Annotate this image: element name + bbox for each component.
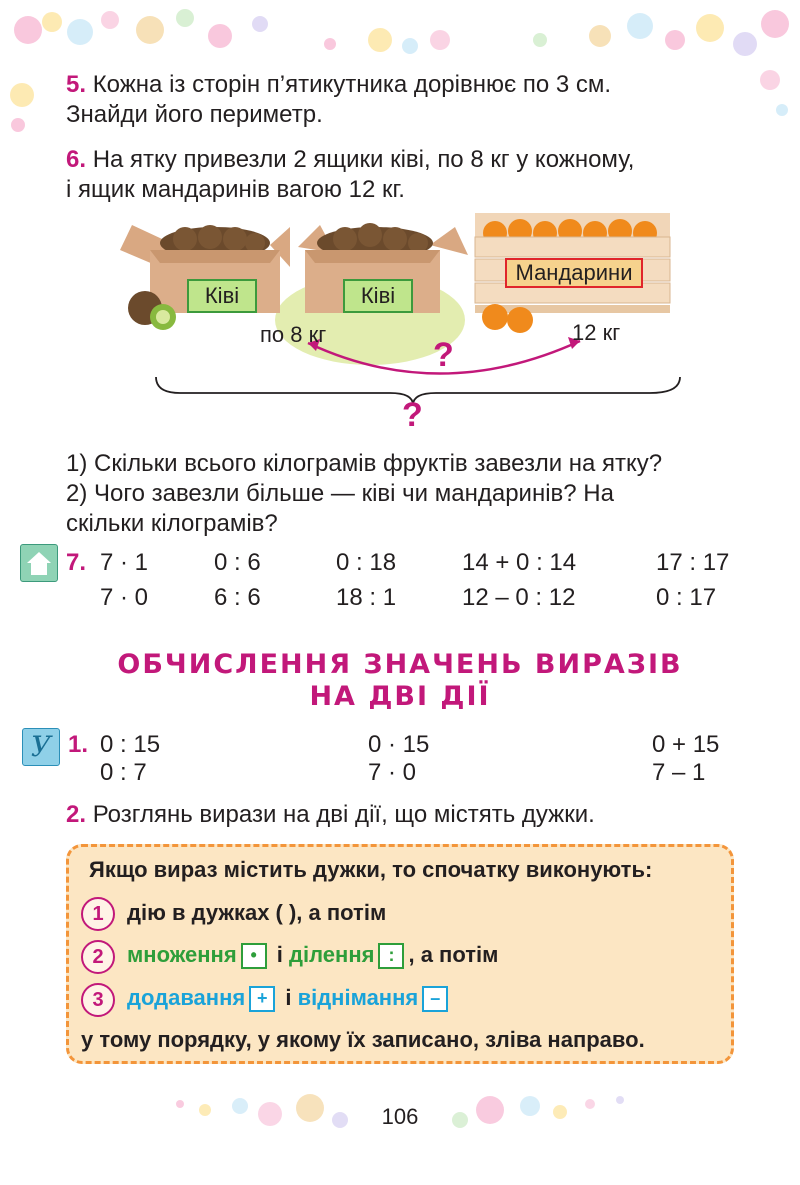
rule-title: Якщо вираз містить дужки, то спочатку виконують: [89, 857, 653, 882]
task-text: і ящик мандаринів вагою 12 кг. [66, 176, 405, 203]
task-text: Кожна із сторін п’ятикутника дорівнює по 3 см. [92, 71, 612, 98]
oral-task-number: 1. [68, 731, 89, 758]
addition-symbol: + [249, 986, 275, 1012]
rule-final: у тому порядку, у якому їх записано, зліва направо. [81, 1027, 645, 1052]
task-5 [66, 70, 736, 130]
section-heading-line1: ОБЧИСЛЕННЯ ЗНАЧЕНЬ ВИРАЗІВ [117, 649, 683, 680]
addition-word: додавання [127, 985, 246, 1010]
question-2-cont: скільки кілограмів? [66, 510, 278, 537]
expression: 0 : 6 [214, 549, 261, 576]
task-2 [66, 800, 595, 830]
task-number: 2. [66, 801, 87, 828]
conjunction: і [276, 942, 283, 967]
multiplication-word: множення [127, 942, 237, 967]
task-text: Знайди його периметр. [66, 101, 323, 128]
expression: 7 · 0 [100, 584, 149, 611]
expression: 0 : 15 [100, 731, 161, 758]
expression: 7 · 1 [100, 549, 149, 576]
mandarin-crate-label: Мандарини [505, 258, 643, 288]
task-number: 6. [66, 146, 87, 173]
kiwi-box-2-label: Ківі [343, 279, 413, 313]
kiwi-box-1-label: Ківі [187, 279, 257, 313]
multiplication-symbol: • [241, 943, 267, 969]
expression: 14 + 0 : 14 [462, 549, 577, 576]
task-6-questions [66, 449, 746, 539]
home-icon [20, 544, 58, 582]
rule-box [66, 844, 734, 1064]
step-2-tail: , а потім [408, 942, 499, 967]
subtraction-symbol: – [422, 986, 448, 1012]
task-6 [66, 145, 736, 205]
division-word: ділення [289, 942, 375, 967]
division-symbol: : [378, 943, 404, 969]
question-1: 1) Скільки всього кілограмів фруктів завезли на ятку? [66, 450, 663, 477]
expression: 7 – 1 [652, 759, 706, 786]
task-text: Розглянь вирази на дві дії, що містять дужки. [92, 801, 595, 828]
question-mark-compare: ? [433, 336, 454, 374]
expression: 17 : 17 [656, 549, 730, 576]
rule-step-2 [127, 942, 498, 969]
question-2: 2) Чого завезли більше — ківі чи мандаринів? На [66, 480, 614, 507]
page-number: 106 [381, 1104, 419, 1129]
expression: 6 : 6 [214, 584, 261, 611]
kiwi-weight-label: по 8 кг [260, 322, 327, 347]
subtraction-word: віднімання [297, 985, 419, 1010]
question-mark-total: ? [402, 396, 423, 434]
rule-step-3 [127, 985, 452, 1012]
expression: 0 : 7 [100, 759, 147, 786]
expression: 12 – 0 : 12 [462, 584, 576, 611]
task-number: 5. [66, 71, 87, 98]
expression: 7 · 0 [368, 759, 417, 786]
oral-icon: У [22, 728, 60, 766]
task-text: На ятку привезли 2 ящики ківі, по 8 кг у кожному, [92, 146, 635, 173]
expression: 0 · 15 [368, 731, 430, 758]
conjunction: і [285, 985, 292, 1010]
expression: 0 : 17 [656, 584, 717, 611]
rule-step-1: дію в дужках ( ), а потім [127, 900, 387, 925]
task-7-number: 7. [66, 549, 87, 576]
step-3-badge: 3 [81, 983, 115, 1017]
step-1-badge: 1 [81, 897, 115, 931]
section-heading-line2: НА ДВІ ДІЇ [309, 681, 491, 712]
expression: 18 : 1 [336, 584, 397, 611]
expression: 0 : 18 [336, 549, 397, 576]
step-2-badge: 2 [81, 940, 115, 974]
mandarin-weight-label: 12 кг [572, 320, 621, 345]
expression: 0 + 15 [652, 731, 720, 758]
